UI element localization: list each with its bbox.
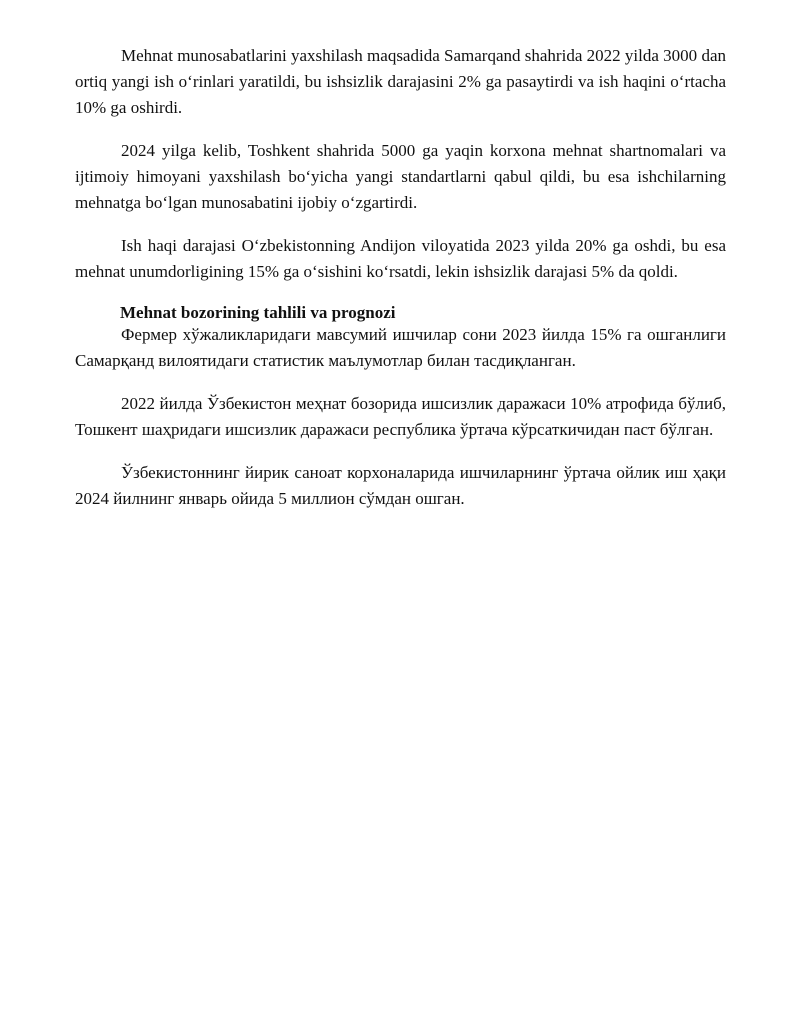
section-heading: Mehnat bozorining tahlili va prognozi [120,303,396,322]
paragraph-seasonal-workers: Фермер хўжаликларидаги мавсумий ишчилар сони 2023 йилда 15% га ошганлиги Самарқанд вилоятидаги статистик маълумотлар билан тасдиқланган. [75,325,726,370]
paragraph-tashkent-standards: 2024 yilga kelib, Toshkent shahrida 5000 ga yaqin korxona mehnat shartnomalari va ijtimoiy himoyani yaxshilash bo‘yicha yangi standartlarni qabul qildi, bu esa ishchilarning mehnatga bo‘lgan munosabatini ijobiy o‘zgartirdi. [75,141,726,212]
paragraph-andijan-wages: Ish haqi darajasi O‘zbekistonning Andijon viloyatida 2023 yilda 20% ga oshdi, bu esa mehnat unumdorligining 15% ga o‘sishini ko‘rsatdi, lekin ishsizlik darajasi 5% da qoldi. [75,236,726,281]
document-body [75,43,726,529]
paragraph-unemployment-2022: 2022 йилда Ўзбекистон меҳнат бозорида ишсизлик даражаси 10% атрофида бўлиб, Тошкент шаҳридаги ишсизлик даражаси республика ўртача кўрсаткичидан паст бўлган. [75,394,726,439]
paragraph-average-salary-2024: Ўзбекистоннинг йирик саноат корхоналарида ишчиларнинг ўртача ойлик иш ҳақи 2024 йилнинг январь ойида 5 миллион сўмдан ошган. [75,463,726,508]
paragraph-samarkand-jobs: Mehnat munosabatlarini yaxshilash maqsadida Samarqand shahrida 2022 yilda 3000 dan ortiq yangi ish o‘rinlari yaratildi, bu ishsizlik darajasini 2% ga pasaytirdi va ish haqini o‘rtacha 10% ga oshirdi. [75,46,726,117]
